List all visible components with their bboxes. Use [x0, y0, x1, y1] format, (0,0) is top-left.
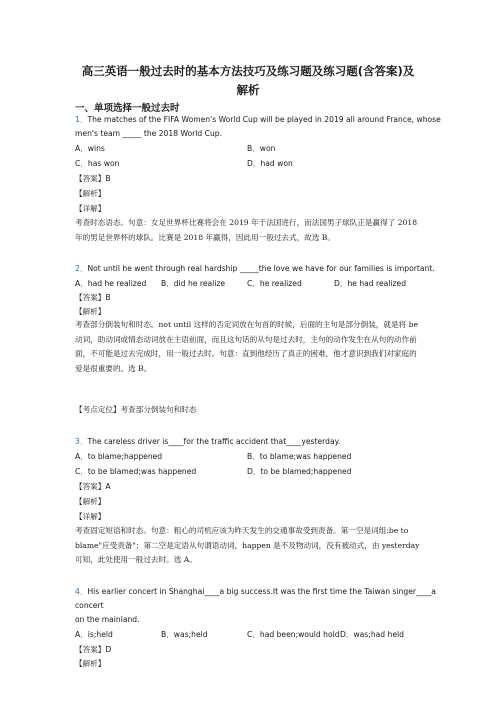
question-1-option-d: D．had won	[247, 159, 293, 168]
question-4-option-d: D．was;had held	[340, 630, 404, 639]
question-1-line-1	[75, 115, 441, 125]
question-3-option-b: B．to blame;was happened	[247, 452, 352, 461]
question-4-line-3: on the mainland.	[75, 615, 140, 624]
question-4-line-2: concert	[75, 601, 104, 610]
question-1-analysis-label: 【解析】	[75, 189, 106, 198]
question-1-number: 1．	[75, 115, 88, 124]
question-1-option-a: A．wins	[75, 144, 105, 153]
question-4-answer: 【答案】D	[75, 645, 112, 654]
question-3-analysis-label: 【解析】	[75, 497, 106, 506]
question-3-option-d: D．to be blamed;happened	[247, 467, 352, 476]
question-4-option-b: B．was;held	[161, 630, 208, 639]
question-3-option-a: A．to blame;happened	[75, 452, 163, 461]
document-title	[70, 62, 426, 100]
title-line-2: 解析	[236, 83, 260, 97]
question-1-line-2: men's team _____ the 2018 World Cup.	[75, 129, 222, 138]
section-heading: 一、单项选择一般过去时	[75, 103, 180, 114]
title-line-1: 高三英语一般过去时的基本方法技巧及练习题及练习题(含答案)及	[81, 64, 415, 78]
question-3-detail-label: 【详解】	[75, 512, 106, 521]
question-2-line-1	[75, 264, 435, 274]
question-4-option-a: A．is;held	[75, 630, 113, 639]
question-4-number: 4．	[75, 587, 88, 596]
question-2-answer: 【答案】B	[75, 293, 111, 302]
question-4-option-c: C．had been;would hold	[247, 630, 340, 639]
question-2-option-a: A．had he realized	[75, 279, 147, 288]
question-1-option-b: B．won	[247, 144, 276, 153]
question-1-text: The matches of the FIFA Women's World Cup will be played in 2019 all around France, whose	[87, 115, 441, 124]
question-2-number: 2．	[75, 264, 88, 273]
question-1-option-c: C．has won	[75, 159, 120, 168]
question-1-explanation: 考查时态语态。句意：女足世界杯比赛将会在 2019 年于法国进行，而法国男子球队正是赢得了 2018 年的男足世界杯的球队。比赛是 2018 年赢得，因此用一般过去式，故选 B。	[75, 218, 418, 242]
question-2-option-b: B．did he realize	[161, 279, 226, 288]
question-2-option-c: C．he realized	[247, 279, 302, 288]
question-3-option-c: C．to be blamed;was happened	[75, 467, 197, 476]
question-2-analysis-label: 【解析】	[75, 307, 106, 316]
question-4-text: His earlier concert in Shanghai____a big success.It was the first time the Taiwan singer____a	[87, 587, 436, 596]
question-2-key-point: 【考点定位】考查部分倒装句和时态	[75, 405, 197, 414]
question-3-text: The careless driver is____for the traffic accident that____yesterday.	[87, 437, 341, 446]
question-4-line-1	[75, 587, 436, 597]
question-3-line-1	[75, 437, 340, 447]
question-2-option-d: D．he had realized	[334, 279, 407, 288]
question-1-detail-label: 【详解】	[75, 204, 106, 213]
question-3-number: 3．	[75, 437, 88, 446]
question-4-analysis-label: 【解析】	[75, 659, 106, 668]
question-2-text: Not until he went through real hardship _____the love we have for our families is important.	[87, 264, 435, 273]
question-3-explanation: 考查固定短语和时态。句意：粗心的司机应该为昨天发生的交通事故受到责备。第一空是词组:be to blame"应受责备"；第二空是定语从句谓语动词，happen 是不及物动词，没有被动式，由 yesterday 可知，此处使用一般过去时。选 A。	[75, 526, 420, 565]
question-1-answer: 【答案】B	[75, 174, 111, 183]
question-2-explanation: 考查部分倒装句和时态。not until 这样的否定词放在句首的时候，后面的主句是部分倒装，就是将 be 动词，助动词或情态动词放在主语前面，而且这句话的从句是过去时，主句的动作发生在从句的动作前面，不可能是过去完成时，用一般过去时。句意：直到他经历了真正的困难，他才意识到我们对家庭的爱是很重要的。选 B。	[75, 320, 418, 373]
question-3-answer: 【答案】A	[75, 482, 111, 491]
